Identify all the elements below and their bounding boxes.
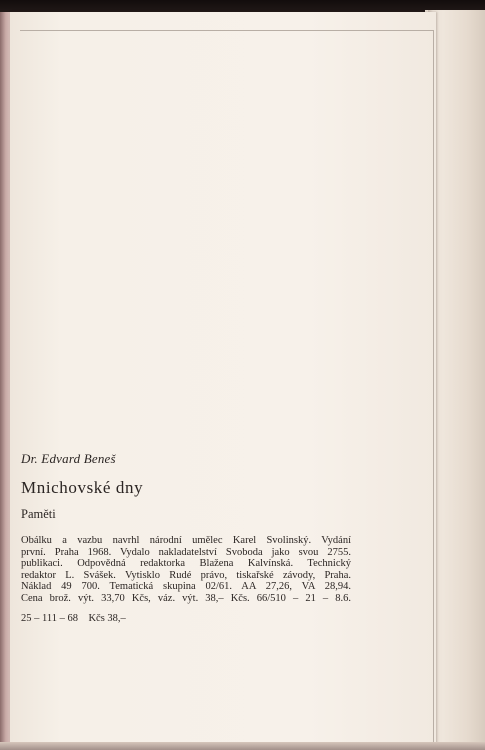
imprint-text-block (21, 450, 351, 625)
page-top-rule (20, 30, 434, 31)
colophon-paragraph (21, 535, 351, 605)
bottom-edge-strip (0, 742, 485, 750)
colophon-line: redaktor L. Svášek. Vytisklo Rudé právo, tiskařské závody, Praha. (21, 569, 351, 581)
author-name: Dr. Edvard Beneš (21, 451, 116, 466)
page-right-rule (433, 30, 434, 744)
colophon-line: první. Praha 1968. Vydalo nakladatelství Svoboda jako svou 2755. (21, 546, 351, 558)
colophon-line: Obálku a vazbu navrhl národní umělec Karel Svolinský. Vydání (21, 535, 351, 546)
book-page (10, 12, 436, 744)
book-title: Mnichovské dny (21, 478, 144, 497)
catalog-price-line: 25 – 111 – 68 Kčs 38,– (21, 612, 126, 624)
colophon-line: publikaci. Odpovědná redaktorka Blažena Kalvínská. Technický (21, 558, 351, 570)
book-subtitle: Paměti (21, 507, 56, 521)
colophon-line: Cena brož. výt. 33,70 Kčs, váz. výt. 38,– Kčs. 66/510 – 21 – 8.6. (21, 592, 351, 604)
colophon-line: Náklad 49 700. Tematická skupina 02/61. AA 27,26, VA 28,94. (21, 581, 351, 593)
